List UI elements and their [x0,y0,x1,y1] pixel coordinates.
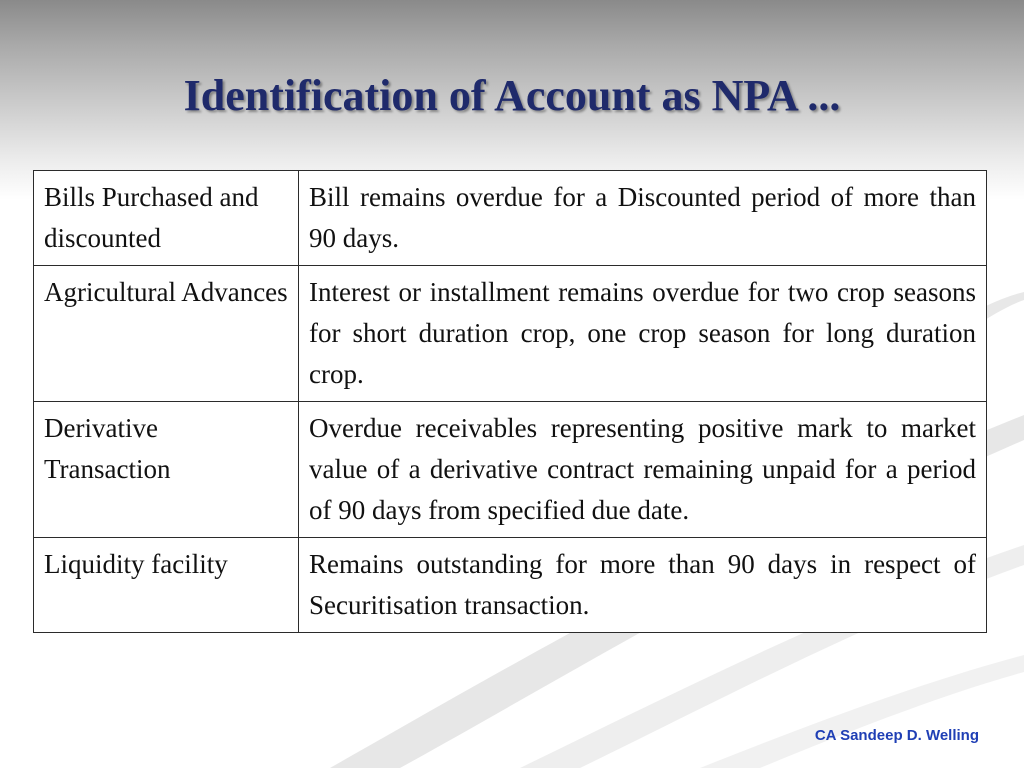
table-row [34,266,987,402]
row-description: Interest or installment remains overdue for two crop seasons for short duration crop, one crop season for long duration crop. [299,266,987,402]
table-row [34,402,987,538]
row-category: Liquidity facility [34,538,299,633]
row-category: Derivative Transaction [34,402,299,538]
table-row [34,171,987,266]
row-category: Agricultural Advances [34,266,299,402]
row-description: Remains outstanding for more than 90 days in respect of Securitisation transaction. [299,538,987,633]
npa-criteria-table [33,170,987,633]
slide-title: Identification of Account as NPA ... [183,71,841,120]
row-description: Bill remains overdue for a Discounted period of more than 90 days. [299,171,987,266]
author-footer: CA Sandeep D. Welling [814,727,979,744]
table-row [34,538,987,633]
row-category: Bills Purchased and discounted [34,171,299,266]
row-description: Overdue receivables representing positive mark to market value of a derivative contract remaining unpaid for a period of 90 days from specified due date. [299,402,987,538]
